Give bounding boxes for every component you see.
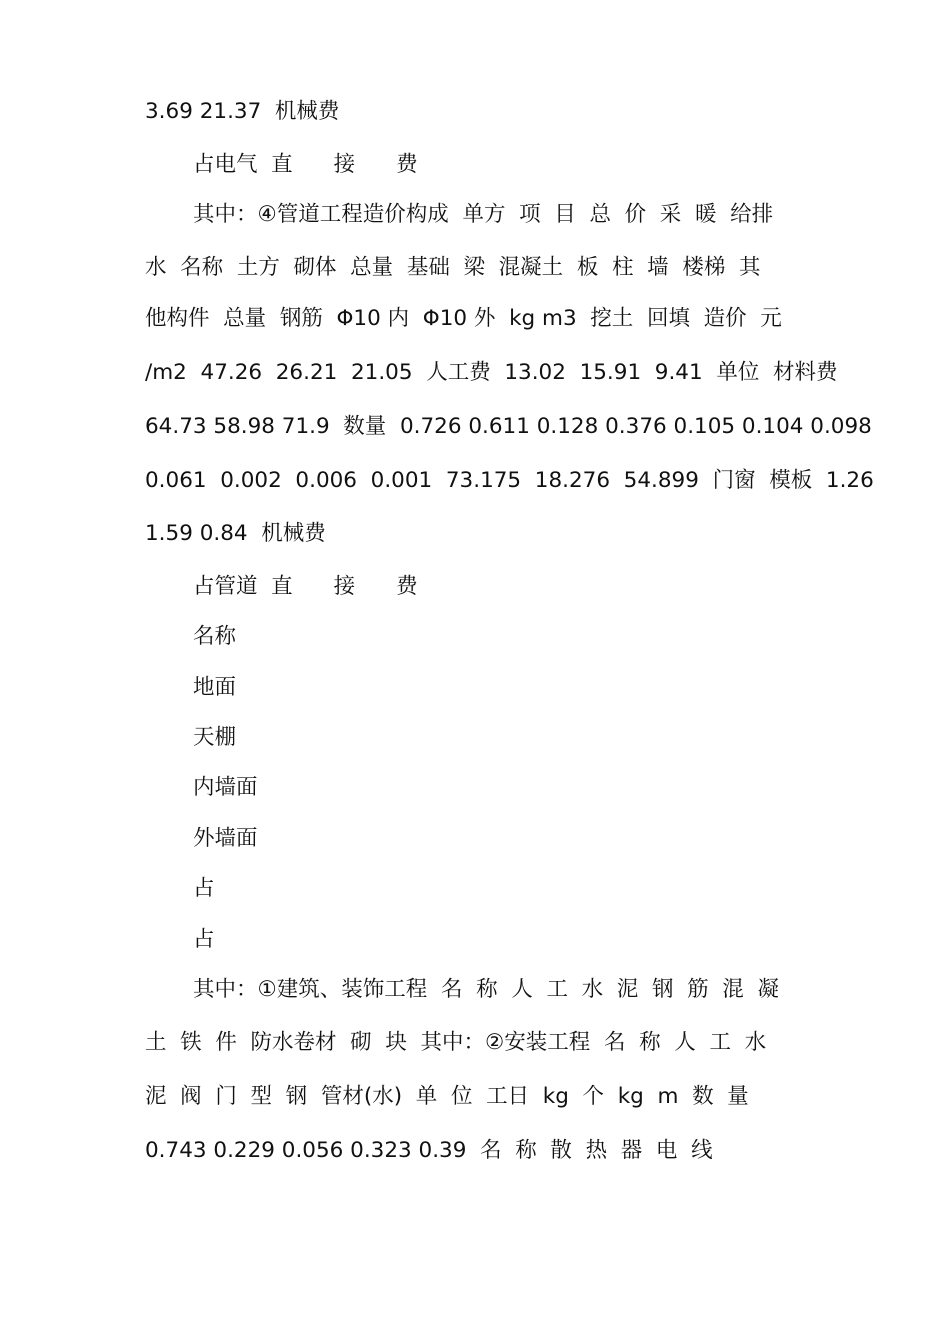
text-line-11: 名称 bbox=[193, 624, 237, 649]
text-line-5: 他构件 总量 钢筋 Φ10 内 Φ10 外 kg m3 挖土 回填 造价 元 bbox=[145, 306, 782, 331]
text-line-17: 占 bbox=[193, 927, 215, 952]
text-line-10: 占管道 直 接 费 bbox=[193, 574, 418, 599]
text-line-3: 其中：④管道工程造价构成 单方 项 目 总 价 采 暖 给排 bbox=[193, 202, 774, 227]
text-line-8: 0.061 0.002 0.006 0.001 73.175 18.276 54.899 门窗 模板 1.26 bbox=[145, 468, 874, 493]
text-line-12: 地面 bbox=[193, 675, 237, 700]
text-line-7: 64.73 58.98 71.9 数量 0.726 0.611 0.128 0.376 0.105 0.104 0.098 bbox=[145, 414, 872, 439]
text-line-4: 水 名称 土方 砌体 总量 基础 梁 混凝土 板 柱 墙 楼梯 其 bbox=[145, 255, 761, 280]
text-line-6: /m2 47.26 26.21 21.05 人工费 13.02 15.91 9.41 单位 材料费 bbox=[145, 360, 838, 385]
text-line-1: 3.69 21.37 机械费 bbox=[145, 99, 340, 124]
text-line-19: 土 铁 件 防水卷材 砌 块 其中：②安装工程 名 称 人 工 水 bbox=[145, 1030, 767, 1055]
text-line-15: 外墙面 bbox=[193, 826, 258, 851]
text-line-21: 0.743 0.229 0.056 0.323 0.39 名 称 散 热 器 电 线 bbox=[145, 1138, 713, 1163]
text-line-9: 1.59 0.84 机械费 bbox=[145, 521, 326, 546]
text-line-13: 天棚 bbox=[193, 725, 237, 750]
text-line-16: 占 bbox=[193, 876, 215, 901]
text-line-2: 占电气 直 接 费 bbox=[193, 152, 418, 177]
text-line-18: 其中：①建筑、装饰工程 名 称 人 工 水 泥 钢 筋 混 凝 bbox=[193, 977, 779, 1002]
text-line-20: 泥 阀 门 型 钢 管材(水) 单 位 工日 kg 个 kg m 数 量 bbox=[145, 1084, 749, 1109]
text-line-14: 内墙面 bbox=[193, 775, 258, 800]
